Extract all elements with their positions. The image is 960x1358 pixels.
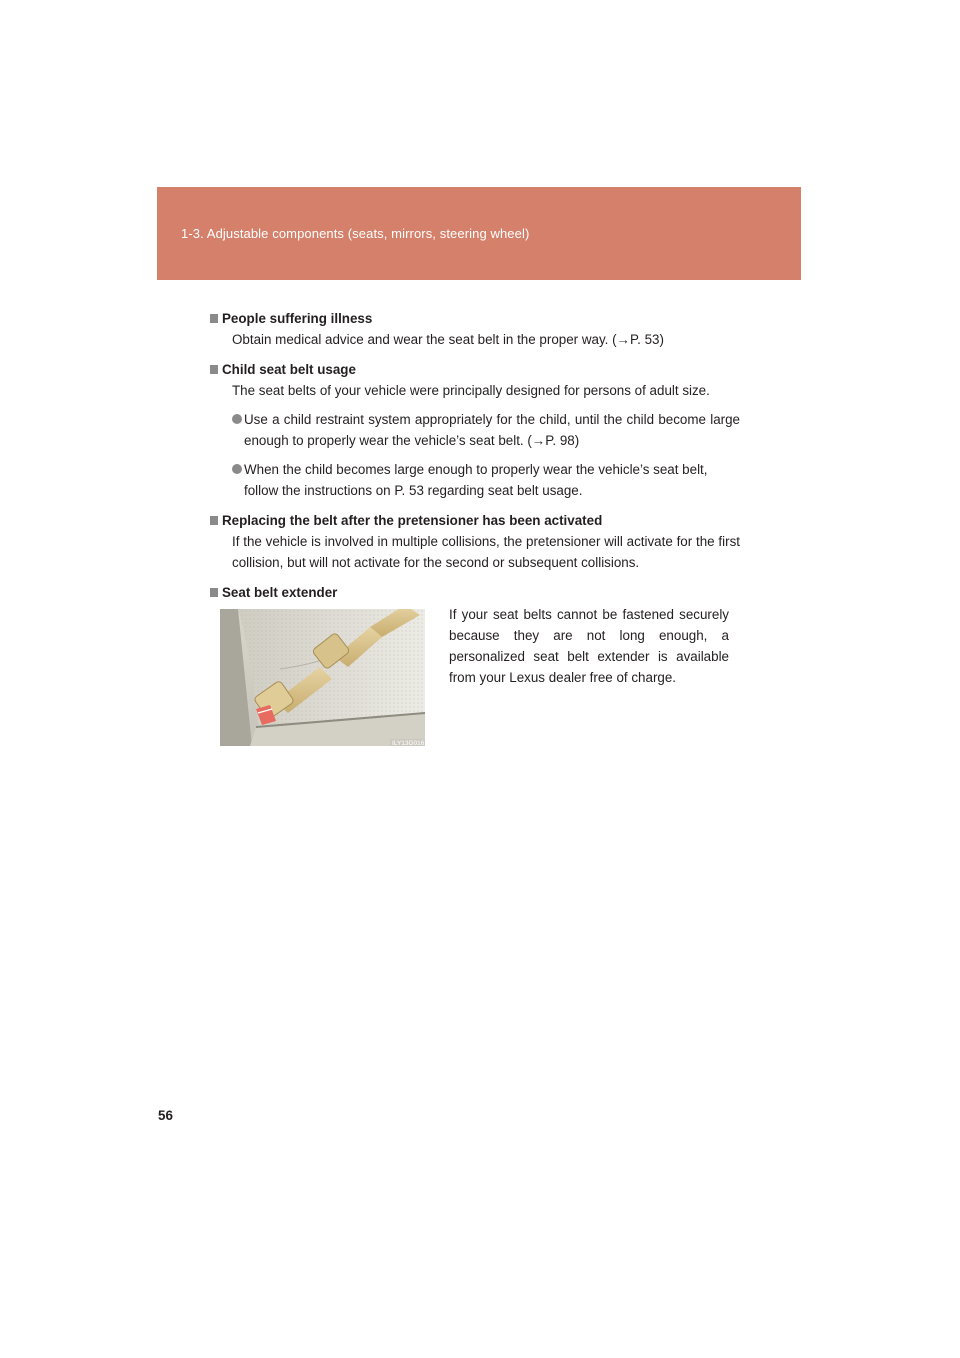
section-illness bbox=[210, 308, 740, 350]
square-bullet-icon bbox=[210, 588, 218, 597]
square-bullet-icon bbox=[210, 365, 218, 374]
seat-belt-extender-image bbox=[220, 609, 425, 746]
section-header-band bbox=[157, 187, 801, 280]
section-replacing bbox=[210, 510, 740, 573]
heading-extender: Seat belt extender bbox=[210, 582, 740, 603]
bullet-child-1: Use a child restraint system appropriately for the child, until the child become large enough to properly wear the vehicle’s seat belt. (→P. 98) bbox=[210, 409, 740, 451]
text-illness: Obtain medical advice and wear the seat belt in the proper way. (→P. 53) bbox=[232, 332, 664, 347]
circle-bullet-icon bbox=[232, 414, 242, 424]
section-child bbox=[210, 359, 740, 501]
bullet-child-2: When the child becomes large enough to properly wear the vehicle’s seat belt, follow the instructions on P. 53 regarding seat belt usage. bbox=[210, 459, 740, 501]
square-bullet-icon bbox=[210, 314, 218, 323]
text-extender: If your seat belts cannot be fastened securely because they are not long enough, a personalized seat belt extender is available from your Lexus dealer free of charge. bbox=[449, 607, 729, 685]
section-extender bbox=[210, 582, 740, 603]
circle-bullet-icon bbox=[232, 464, 242, 474]
image-code: ILY13G016 bbox=[392, 740, 425, 746]
heading-child: Child seat belt usage bbox=[210, 359, 740, 380]
square-bullet-icon bbox=[210, 516, 218, 525]
page-number: 56 bbox=[158, 1108, 173, 1123]
text-replacing: If the vehicle is involved in multiple collisions, the pretensioner will activate for the first collision, but will not activate for the second or subsequent collisions. bbox=[232, 534, 740, 570]
section-title: 1-3. Adjustable components (seats, mirrors, steering wheel) bbox=[181, 226, 530, 241]
text-child: The seat belts of your vehicle were principally designed for persons of adult size. bbox=[232, 383, 710, 398]
heading-replacing: Replacing the belt after the pretensioner has been activated bbox=[210, 510, 740, 531]
page-content bbox=[210, 308, 740, 612]
heading-illness: People suffering illness bbox=[210, 308, 740, 329]
